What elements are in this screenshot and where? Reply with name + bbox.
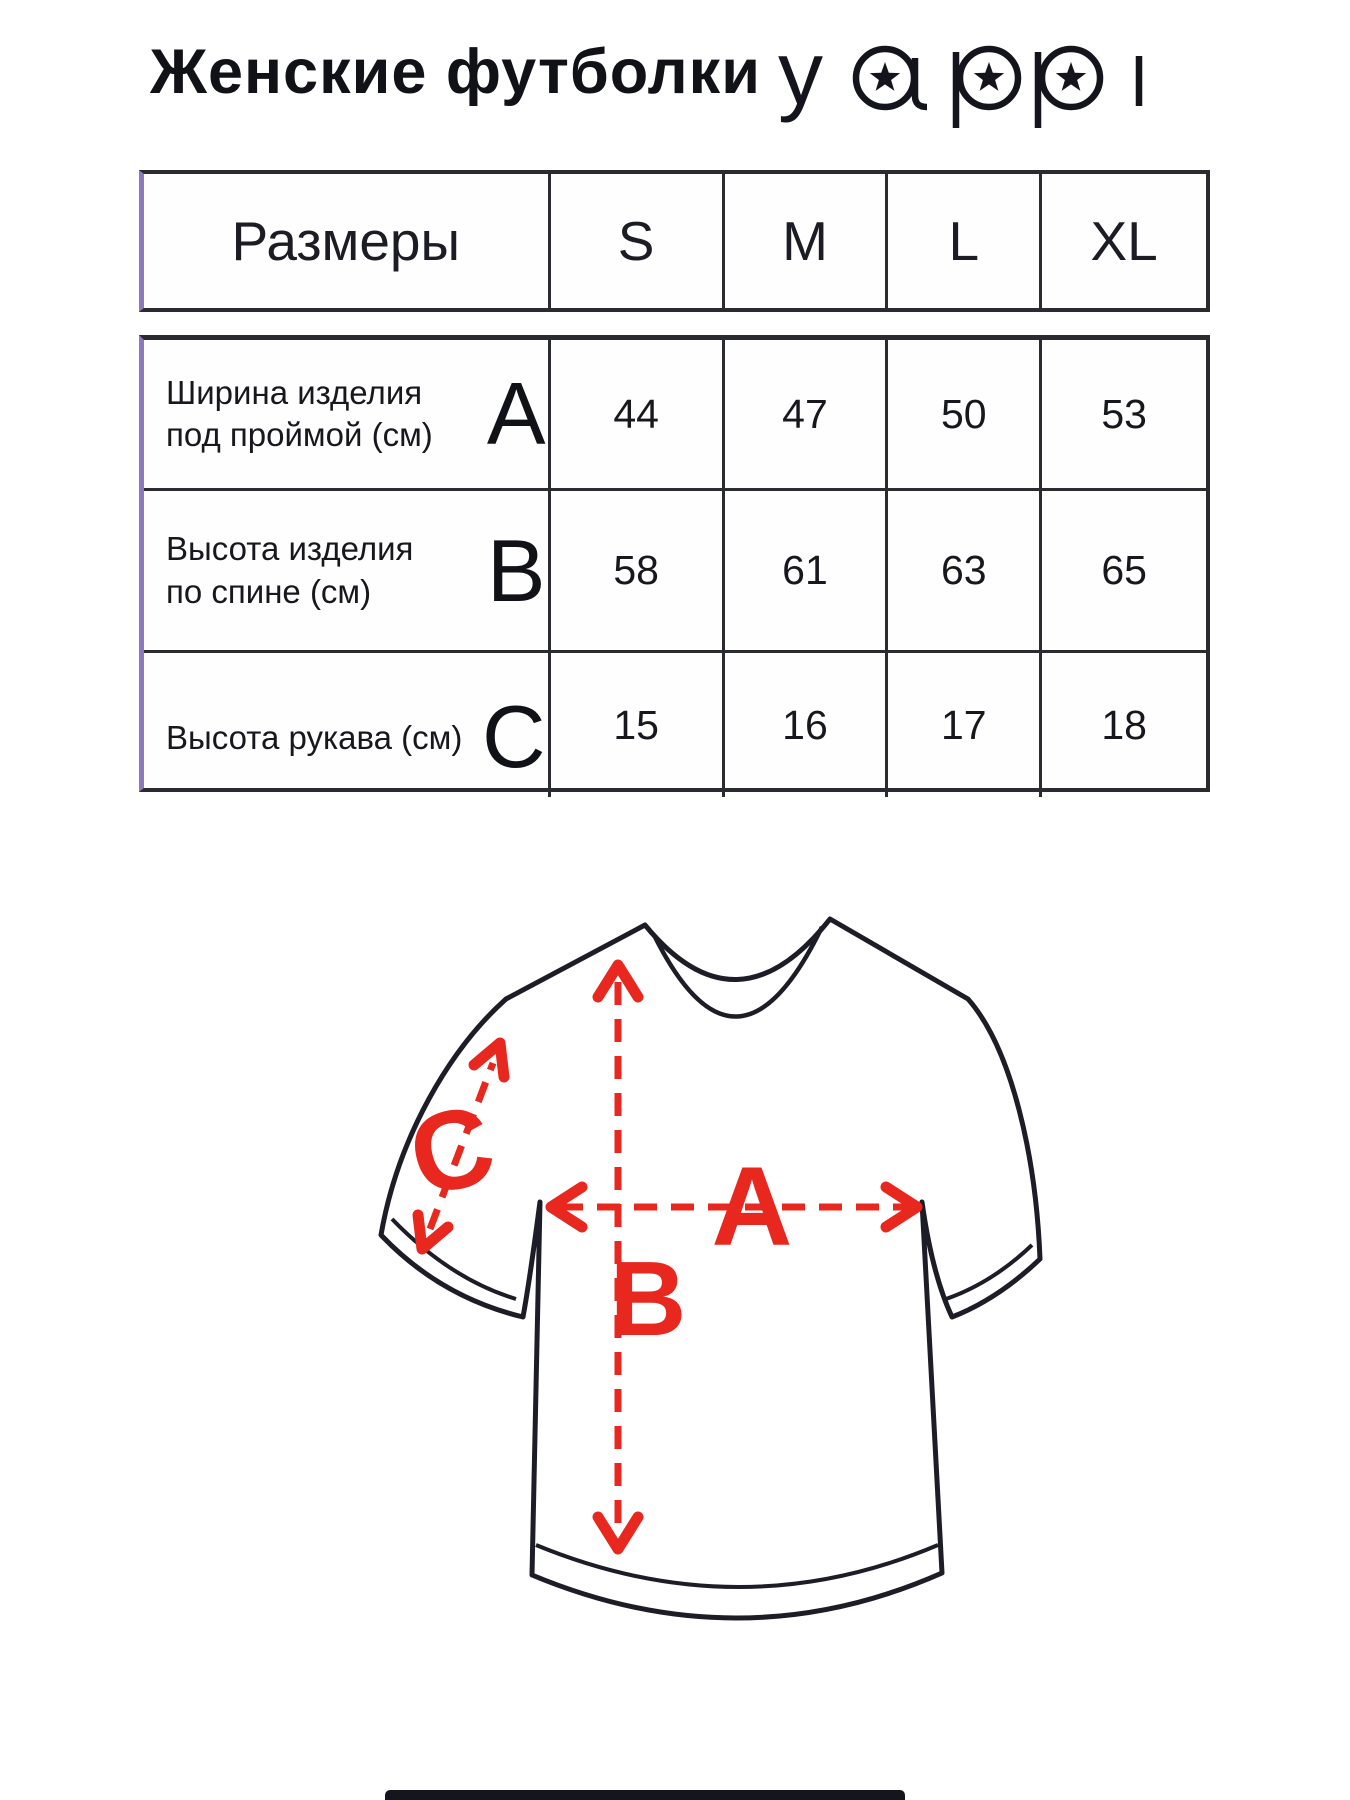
value-b-s: 58: [613, 547, 659, 593]
logo-letter-y: y: [778, 24, 823, 124]
table-header-size-xl: XL: [1039, 174, 1206, 308]
logo-star-icon: [1056, 62, 1086, 91]
tshirt-outline: [381, 919, 1040, 1618]
measure-letter-c: C: [481, 686, 546, 786]
row-label: Ширина изделия под проймой (см): [166, 373, 433, 453]
table-row-height-b: [144, 488, 1206, 650]
value-c-l: 17: [940, 701, 987, 748]
measure-letter-b: B: [486, 520, 546, 620]
tshirt-measure-diagram: [280, 855, 1090, 1685]
value-c-m: 16: [782, 701, 828, 748]
table-header-size-l: L: [885, 174, 1039, 308]
value-c-xl: 18: [1101, 701, 1147, 748]
value-a-l: 50: [940, 390, 987, 437]
value-a-xl: 53: [1101, 390, 1147, 437]
row-label: Высота рукава (см): [166, 718, 463, 756]
size-table-body: [139, 335, 1210, 792]
value-c-s: 15: [613, 701, 659, 748]
logo-star-icon: [974, 62, 1004, 91]
value-a-m: 47: [782, 390, 828, 437]
value-b-l: 63: [940, 547, 987, 593]
diagram-label-b: B: [609, 1240, 687, 1358]
logo-letter-a-tail: [915, 58, 927, 107]
row-label: Высота изделия по спине (см): [166, 530, 414, 610]
table-header-size-s: S: [548, 174, 722, 308]
brand-logo: [770, 24, 1170, 136]
value-a-s: 44: [613, 390, 659, 437]
table-row-width-a: [144, 340, 1206, 488]
page-title: Женские футболки: [150, 37, 761, 107]
diagram-label-a: A: [711, 1144, 793, 1269]
bottom-cropped-element: [385, 1790, 905, 1800]
value-b-m: 61: [782, 547, 828, 593]
size-table-header: [139, 170, 1210, 312]
value-b-xl: 65: [1101, 547, 1147, 593]
diagram-label-c: C: [397, 1080, 507, 1221]
table-header-size-m: M: [722, 174, 886, 308]
logo-star-icon: [870, 62, 900, 91]
measure-letter-a: A: [486, 364, 546, 463]
table-row-sleeve-c: [144, 650, 1206, 797]
table-header-sizes-label: Размеры: [231, 210, 461, 272]
